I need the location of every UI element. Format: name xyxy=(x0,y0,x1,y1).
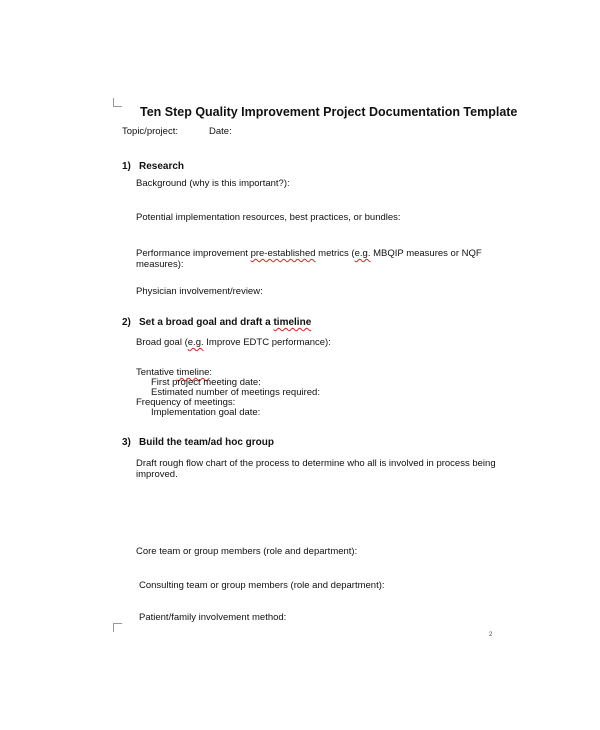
broad-goal-suffix: Improve EDTC performance): xyxy=(203,337,331,348)
consulting-team-label: Consulting team or group members (role and department): xyxy=(139,580,385,591)
page-number: 2 xyxy=(489,632,493,638)
spelling-flag-timeline: timeline xyxy=(176,367,210,378)
est-meetings-label: Estimated number of meetings required: xyxy=(151,387,320,398)
core-team-label: Core team or group members (role and department): xyxy=(136,546,358,557)
spelling-flag-pre-established: pre-established xyxy=(250,248,316,259)
section-3-number: 3) xyxy=(122,437,131,448)
metrics-label-line2: measures): xyxy=(136,259,184,270)
date-label: Date: xyxy=(209,126,232,137)
spelling-flag-eg: e.g. xyxy=(354,248,371,259)
section-1-heading: Research xyxy=(139,161,185,172)
document-title: Ten Step Quality Improvement Project Documentation Template xyxy=(140,105,518,119)
spelling-flag-eg-2: e.g. xyxy=(187,337,204,348)
margin-corner-bottom-left xyxy=(113,623,122,632)
frequency-label: Frequency of meetings: xyxy=(136,397,236,408)
metrics-label xyxy=(136,248,482,259)
flow-chart-label: Draft rough flow chart of the process to determine who all is involved in process being xyxy=(136,458,496,469)
background-label: Background (why is this important?): xyxy=(136,178,290,189)
resources-label: Potential implementation resources, best practices, or bundles: xyxy=(136,212,401,223)
metrics-prefix: Performance improvement xyxy=(136,248,251,259)
section-2-heading xyxy=(139,317,311,328)
broad-goal-prefix: Broad goal ( xyxy=(136,337,188,348)
metrics-middle: metrics ( xyxy=(315,248,355,259)
section-2-number: 2) xyxy=(122,317,131,328)
section-2-heading-text: Set a broad goal and draft a xyxy=(139,317,274,328)
flow-chart-label-line2: improved. xyxy=(136,469,178,480)
tentative-prefix: Tentative xyxy=(136,367,177,378)
implementation-label: Implementation goal date: xyxy=(151,407,261,418)
spelling-flag-timeline-heading: timeline xyxy=(273,317,312,328)
section-3-heading: Build the team/ad hoc group xyxy=(139,437,275,448)
metrics-suffix: MBQIP measures or NQF xyxy=(370,248,482,259)
topic-label: Topic/project: xyxy=(122,126,178,137)
physician-label: Physician involvement/review: xyxy=(136,286,263,297)
margin-corner-top-left xyxy=(113,98,122,107)
tentative-suffix: : xyxy=(209,367,213,378)
broad-goal-label xyxy=(136,337,331,348)
section-1-number: 1) xyxy=(122,161,131,172)
patient-involvement-label: Patient/family involvement method: xyxy=(139,612,287,623)
first-meeting-label: First project meeting date: xyxy=(151,377,261,388)
